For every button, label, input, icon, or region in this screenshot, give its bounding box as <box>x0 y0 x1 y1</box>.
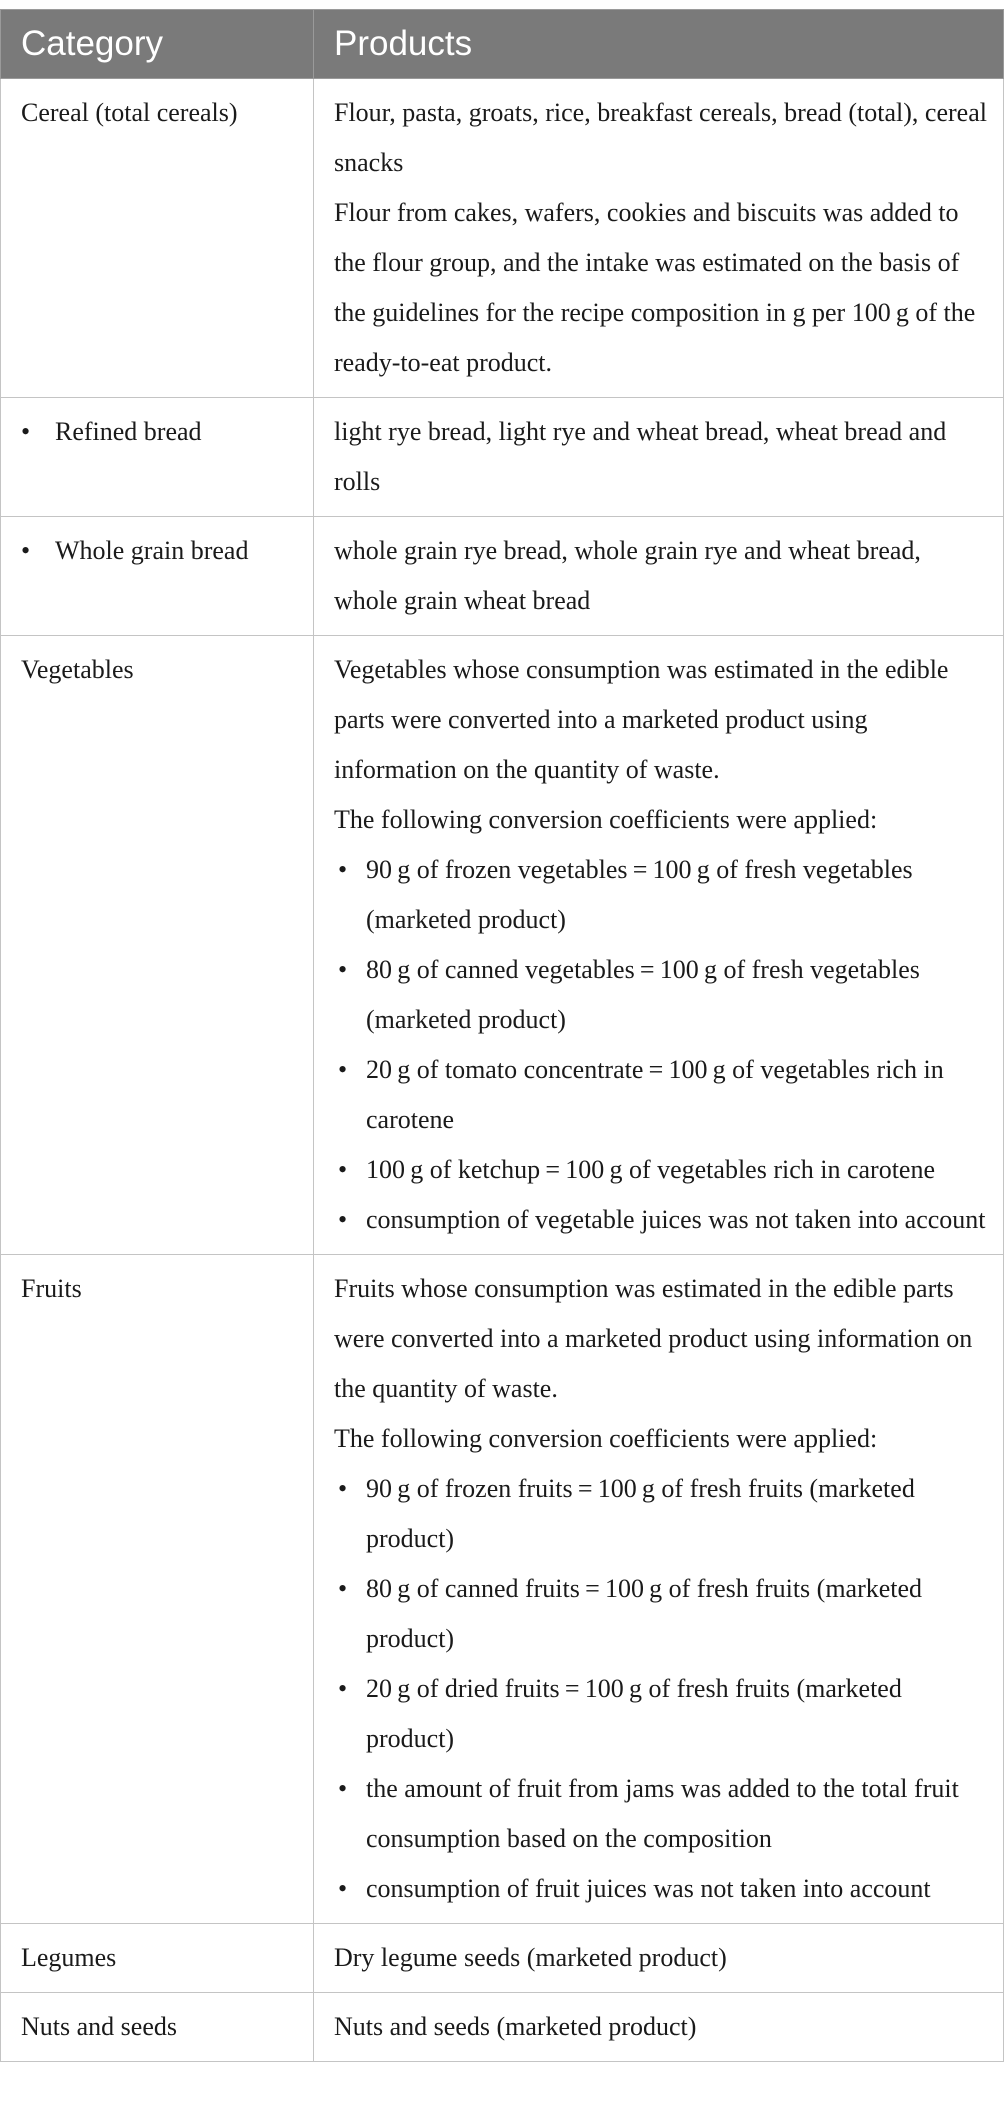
list-item: • consumption of fruit juices was not taken into account <box>334 1864 989 1914</box>
row-refined-bread <box>1 398 1004 517</box>
table-header <box>1 10 1004 79</box>
category-cell: Fruits <box>1 1255 314 1924</box>
category-cell: Nuts and seeds <box>1 1993 314 2062</box>
products-cell <box>314 636 1004 1255</box>
list-item: • the amount of fruit from jams was added to the total fruit consumption based on the composition <box>334 1764 989 1864</box>
table-container <box>0 9 1003 2062</box>
category-cell: Legumes <box>1 1924 314 1993</box>
list-item: • 80 g of canned fruits = 100 g of fresh fruits (marketed product) <box>334 1564 989 1664</box>
products-paragraph: The following conversion coefficients were applied: <box>334 805 878 834</box>
header-category: Category <box>1 10 314 79</box>
bullet-icon: • <box>21 536 31 565</box>
list-item: • 90 g of frozen vegetables = 100 g of fresh vegetables (marketed product) <box>334 845 989 945</box>
row-legumes <box>1 1924 1004 1993</box>
products-paragraph: Flour from cakes, wafers, cookies and biscuits was added to the flour group, and the intake was estimated on the basis of the guidelines for the recipe composition in g per 100 g of the ready-to-eat product. <box>334 198 976 377</box>
header-row <box>1 10 1004 79</box>
category-cell <box>1 517 314 636</box>
bullet-icon: • <box>21 417 31 446</box>
products-cell: light rye bread, light rye and wheat bread, wheat bread and rolls <box>314 398 1004 517</box>
header-products: Products <box>314 10 1004 79</box>
list-item: • consumption of vegetable juices was not taken into account <box>334 1195 989 1245</box>
row-whole-grain-bread <box>1 517 1004 636</box>
category-cell: Cereal (total cereals) <box>1 79 314 398</box>
products-cell <box>314 79 1004 398</box>
category-cell <box>1 398 314 517</box>
products-paragraph: The following conversion coefficients were applied: <box>334 1424 878 1453</box>
list-item: • 80 g of canned vegetables = 100 g of fresh vegetables (marketed product) <box>334 945 989 1045</box>
list-item: • 20 g of dried fruits = 100 g of fresh fruits (marketed product) <box>334 1664 989 1764</box>
category-cell: Vegetables <box>1 636 314 1255</box>
food-category-table <box>0 9 1004 2062</box>
products-cell: Dry legume seeds (marketed product) <box>314 1924 1004 1993</box>
category-label: Whole grain bread <box>55 536 249 565</box>
row-fruits <box>1 1255 1004 1924</box>
products-paragraph: Fruits whose consumption was estimated in the edible parts were converted into a marketed product using information on the quantity of waste. <box>334 1274 973 1403</box>
row-vegetables <box>1 636 1004 1255</box>
row-cereal <box>1 79 1004 398</box>
list-item: • 20 g of tomato concentrate = 100 g of vegetables rich in carotene <box>334 1045 989 1145</box>
products-cell <box>314 1255 1004 1924</box>
conversion-list <box>334 845 989 1245</box>
list-item: • 90 g of frozen fruits = 100 g of fresh fruits (marketed product) <box>334 1464 989 1564</box>
products-paragraph: Flour, pasta, groats, rice, breakfast cereals, bread (total), cereal snacks <box>334 98 987 177</box>
conversion-list <box>334 1464 989 1914</box>
products-cell: whole grain rye bread, whole grain rye and wheat bread, whole grain wheat bread <box>314 517 1004 636</box>
products-paragraph: Vegetables whose consumption was estimated in the edible parts were converted into a marketed product using information on the quantity of waste. <box>334 655 949 784</box>
row-nuts-seeds <box>1 1993 1004 2062</box>
list-item: • 100 g of ketchup = 100 g of vegetables rich in carotene <box>334 1145 989 1195</box>
category-label: Refined bread <box>55 417 202 446</box>
products-cell: Nuts and seeds (marketed product) <box>314 1993 1004 2062</box>
